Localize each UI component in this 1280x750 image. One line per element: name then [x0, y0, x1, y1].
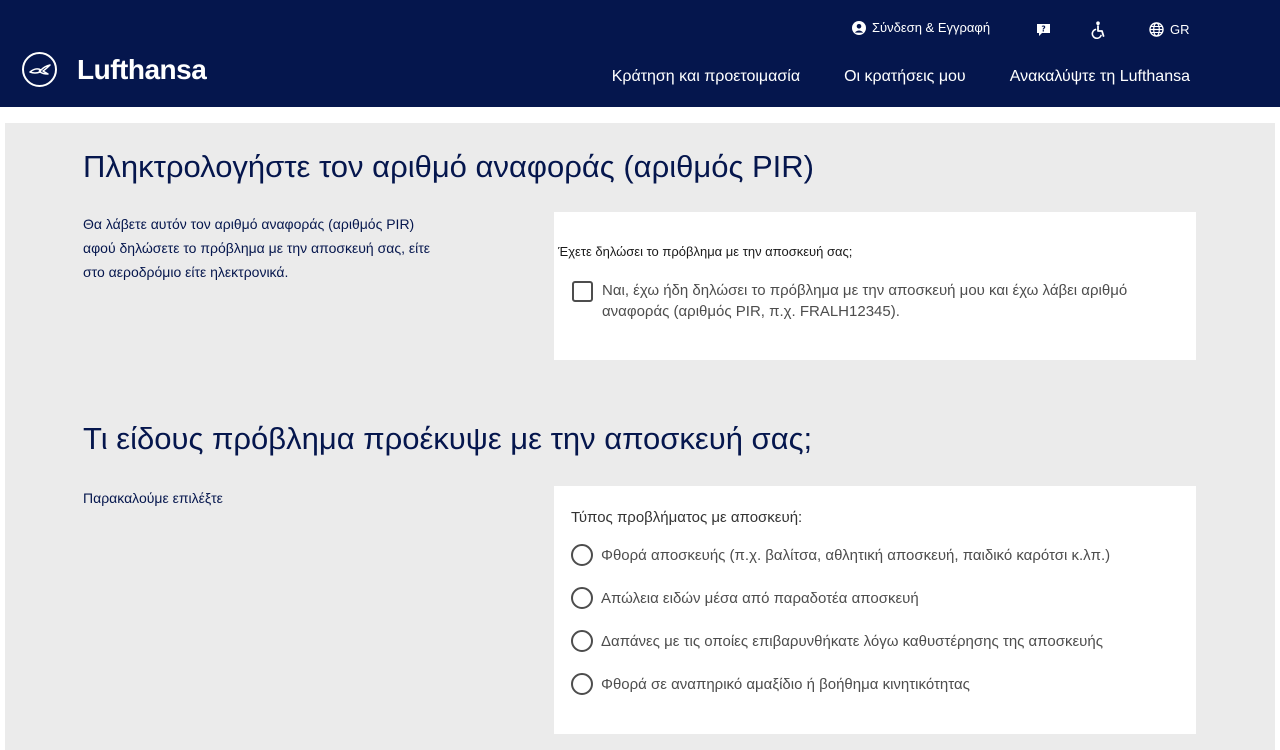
nav-my-bookings[interactable]: Οι κρατήσεις μου [844, 68, 966, 85]
help-chat-icon [1036, 23, 1051, 37]
crane-logo-icon [22, 52, 57, 87]
radio-option-delay-expenses[interactable] [571, 630, 1103, 652]
pir-declared-checkbox[interactable] [572, 281, 593, 302]
login-register-label: Σύνδεση & Εγγραφή [872, 20, 991, 35]
pir-section-title: Πληκτρολογήστε τον αριθμό αναφοράς (αριθμός PIR) [83, 149, 814, 184]
pir-section-description: Θα λάβετε αυτόν τον αριθμό αναφοράς (αριθμός PIR) αφού δηλώσετε το πρόβλημα με την αποσκευή σας, είτε στο αεροδρόμιο είτε ηλεκτρονικά. [83, 216, 430, 280]
user-circle-icon [852, 21, 866, 35]
svg-text:?: ? [1041, 24, 1046, 34]
form-content [5, 123, 1275, 750]
pir-declared-checkbox-label[interactable]: Ναι, έχω ήδη δηλώσει το πρόβλημα με την αποσκευή μου και έχω λάβει αριθμό αναφοράς (αριθμός PIR, π.χ. FRALH12345). [602, 282, 1128, 320]
nav-booking-preparation[interactable]: Κράτηση και προετοιμασία [611, 68, 801, 85]
language-selector[interactable] [1149, 22, 1190, 37]
accessibility-icon [1090, 21, 1106, 39]
radio-option-baggage-damage[interactable] [571, 544, 1110, 566]
brand-name: Lufthansa [77, 53, 207, 85]
globe-icon [1149, 22, 1164, 37]
radio-option-label[interactable]: Απώλεια ειδών μέσα από παραδοτέα αποσκευή [601, 589, 919, 607]
problem-section-description: Παρακαλούμε επιλέξτε [83, 490, 223, 506]
pir-question: Έχετε δηλώσει το πρόβλημα με την αποσκευή σας; [558, 244, 853, 259]
help-button[interactable] [1036, 23, 1051, 37]
radio-button[interactable] [571, 544, 593, 566]
main-nav [568, 68, 1190, 86]
pir-card [554, 212, 1196, 360]
radio-option-wheelchair-damage[interactable] [571, 673, 970, 695]
brand-logo-link[interactable] [22, 52, 206, 87]
radio-option-label[interactable]: Φθορά σε αναπηρικό αμαξίδιο ή βοήθημα κινητικότητας [601, 675, 970, 693]
nav-discover-lufthansa[interactable]: Ανακαλύψτε τη Lufthansa [1009, 68, 1190, 85]
problem-type-card [554, 486, 1196, 734]
radio-button[interactable] [571, 673, 593, 695]
radio-option-label[interactable]: Φθορά αποσκευής (π.χ. βαλίτσα, αθλητική αποσκευή, παιδικό καρότσι κ.λπ.) [601, 546, 1111, 564]
radio-button[interactable] [571, 587, 593, 609]
radio-option-missing-items[interactable] [571, 587, 919, 609]
language-label: GR [1170, 22, 1190, 37]
radio-button[interactable] [571, 630, 593, 652]
pir-declared-checkbox-row[interactable] [572, 280, 1162, 322]
problem-section-title: Τι είδους πρόβλημα προέκυψε με την αποσκευή σας; [83, 421, 813, 456]
site-header [0, 0, 1280, 107]
accessibility-button[interactable] [1090, 21, 1106, 39]
radio-option-label[interactable]: Δαπάνες με τις οποίες επιβαρυνθήκατε λόγω καθυστέρησης της αποσκευής [601, 632, 1103, 650]
problem-type-question: Τύπος προβλήματος με αποσκευή: [571, 509, 803, 526]
login-register-link[interactable] [852, 20, 990, 35]
